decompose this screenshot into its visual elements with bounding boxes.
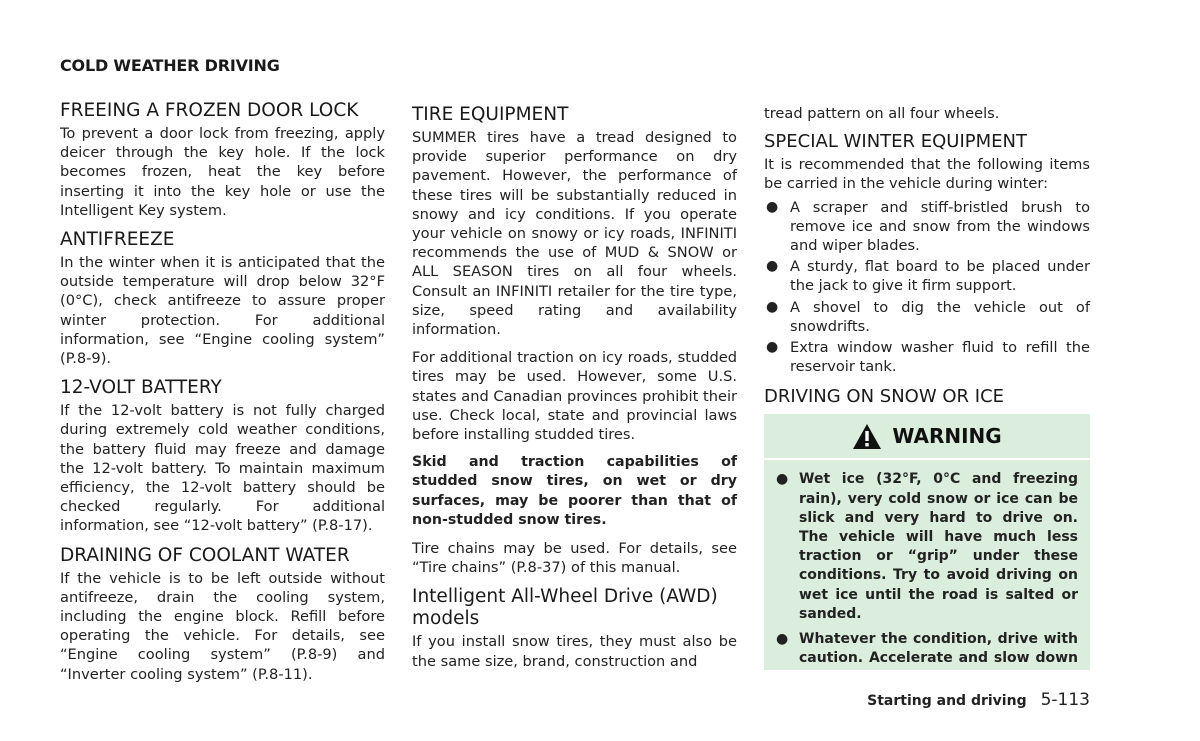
section-awd: [412, 586, 737, 670]
bullet-icon: ●: [776, 471, 789, 488]
column-middle: [412, 104, 737, 680]
heading-snow-ice: DRIVING ON SNOW OR ICE: [764, 386, 1005, 408]
section-freezing-door-lock: [60, 100, 385, 220]
warning-box: [764, 414, 1090, 670]
heading-special-equipment: SPECIAL WINTER EQUIPMENT: [764, 131, 1028, 153]
warning-item: [774, 470, 1078, 624]
list-item: [764, 257, 1090, 295]
bullet-icon: ●: [766, 198, 779, 215]
column-left: [60, 100, 385, 693]
warning-list: [774, 470, 1078, 670]
warning-triangle-icon: [852, 423, 882, 450]
bullet-icon: ●: [766, 298, 779, 315]
list-item-text: A sturdy, flat board to be placed under the jack to give it firm support.: [790, 258, 1090, 295]
heading-awd: Intelligent All-Wheel Drive (AWD) models: [412, 586, 718, 630]
text-coolant: If the vehicle is to be left outside without antifreeze, drain the cooling system, including the engine block. Refill before operating the vehicle. For details, see “Engine cooling system” (P.8-9) and “Inverter cooling system” (P.8-11).: [60, 569, 385, 683]
text-tire-p2: For additional traction on icy roads, studded tires may be used. However, some U.S. states and Canadian provinces prohibit their use. Check local, state and provincial laws before installing studded tires.: [412, 349, 737, 444]
list-item-text: A scraper and stiff-bristled brush to remove ice and snow from the windows and wiper blades.: [790, 198, 1090, 255]
warning-item: [774, 630, 1078, 670]
page-footer: [867, 690, 1090, 710]
text-battery: If the 12-volt battery is not fully charged during extremely cold weather conditions, the battery fluid may freeze and damage the 12-volt battery. To maintain maximum efficiency, the 12-volt battery should be checked regularly. For additional information, see “12-volt battery” (P.8-17).: [60, 402, 385, 535]
text-freezing-door-lock: To prevent a door lock from freezing, apply deicer through the key hole. If the lock becomes frozen, heat the key before inserting it into the key hole or use the Intelligent Key system.: [60, 125, 385, 219]
warning-item-text: Whatever the condition, drive with caution. Accelerate and slow down: [799, 631, 1078, 667]
bullet-icon: ●: [766, 339, 779, 356]
column-right: [764, 104, 1090, 670]
section-special-equipment: [764, 131, 1090, 376]
equipment-list: [764, 198, 1090, 377]
text-continued: tread pattern on all four wheels.: [764, 105, 1000, 122]
text-tire-p1: SUMMER tires have a tread designed to provide superior performance on dry pavement. However, the performance of these tires will be substantially reduced in snowy and icy conditions. If you operate your vehicle on snowy or icy roads, INFINITI recommends the use of MUD & SNOW or ALL SEASON tires on all four wheels. Consult an INFINITI retailer for the tire type, size, speed rating and availability information.: [412, 129, 737, 339]
page-section-title: COLD WEATHER DRIVING: [60, 56, 280, 75]
bullet-icon: ●: [776, 631, 789, 648]
list-item-text: A shovel to dig the vehicle out of snowdrifts.: [790, 298, 1090, 335]
warning-body: [764, 460, 1090, 670]
section-snow-ice: [764, 386, 1090, 670]
bullet-icon: ●: [766, 258, 779, 275]
text-antifreeze: In the winter when it is anticipated that the outside temperature will drop below 32°F (0°C), check antifreeze to assure proper winter protection. For additional information, see “Engine cooling system” (P.8-9).: [60, 254, 385, 368]
text-awd: If you install snow tires, they must also be the same size, brand, construction and: [412, 633, 737, 670]
heading-tire-equipment: TIRE EQUIPMENT: [412, 104, 569, 125]
heading-antifreeze: ANTIFREEZE: [60, 229, 175, 251]
warning-header: [764, 414, 1090, 460]
section-coolant: [60, 545, 385, 684]
text-tire-p4: Tire chains may be used. For details, see “Tire chains” (P.8-37) of this manual.: [412, 540, 737, 577]
list-item-text: Extra window washer fluid to refill the reservoir tank.: [790, 339, 1090, 376]
heading-battery: 12-VOLT BATTERY: [60, 377, 222, 399]
warning-item-text: Wet ice (32°F, 0°C and freezing rain), very cold snow or ice can be slick and very hard to drive on. The vehicle will have much less traction or “grip” under these conditions. Try to avoid driving on wet ice until the road is salted or sanded.: [799, 471, 1078, 622]
text-special-intro: It is recommended that the following items be carried in the vehicle during winter:: [764, 156, 1090, 193]
list-item: [764, 298, 1090, 336]
section-antifreeze: [60, 229, 385, 368]
text-tire-caution: Skid and traction capabilities of studded snow tires, on wet or dry surfaces, may be poorer than that of non-studded snow tires.: [412, 454, 737, 528]
heading-freezing-door-lock: FREEING A FROZEN DOOR LOCK: [60, 100, 359, 121]
warning-title: WARNING: [892, 424, 1002, 449]
footer-chapter: Starting and driving: [867, 693, 1027, 709]
section-battery: [60, 377, 385, 535]
list-item: [764, 338, 1090, 376]
list-item: [764, 198, 1090, 256]
section-tire-equipment: [412, 104, 737, 577]
page-number: 5-113: [1040, 690, 1090, 710]
heading-coolant: DRAINING OF COOLANT WATER: [60, 544, 350, 566]
